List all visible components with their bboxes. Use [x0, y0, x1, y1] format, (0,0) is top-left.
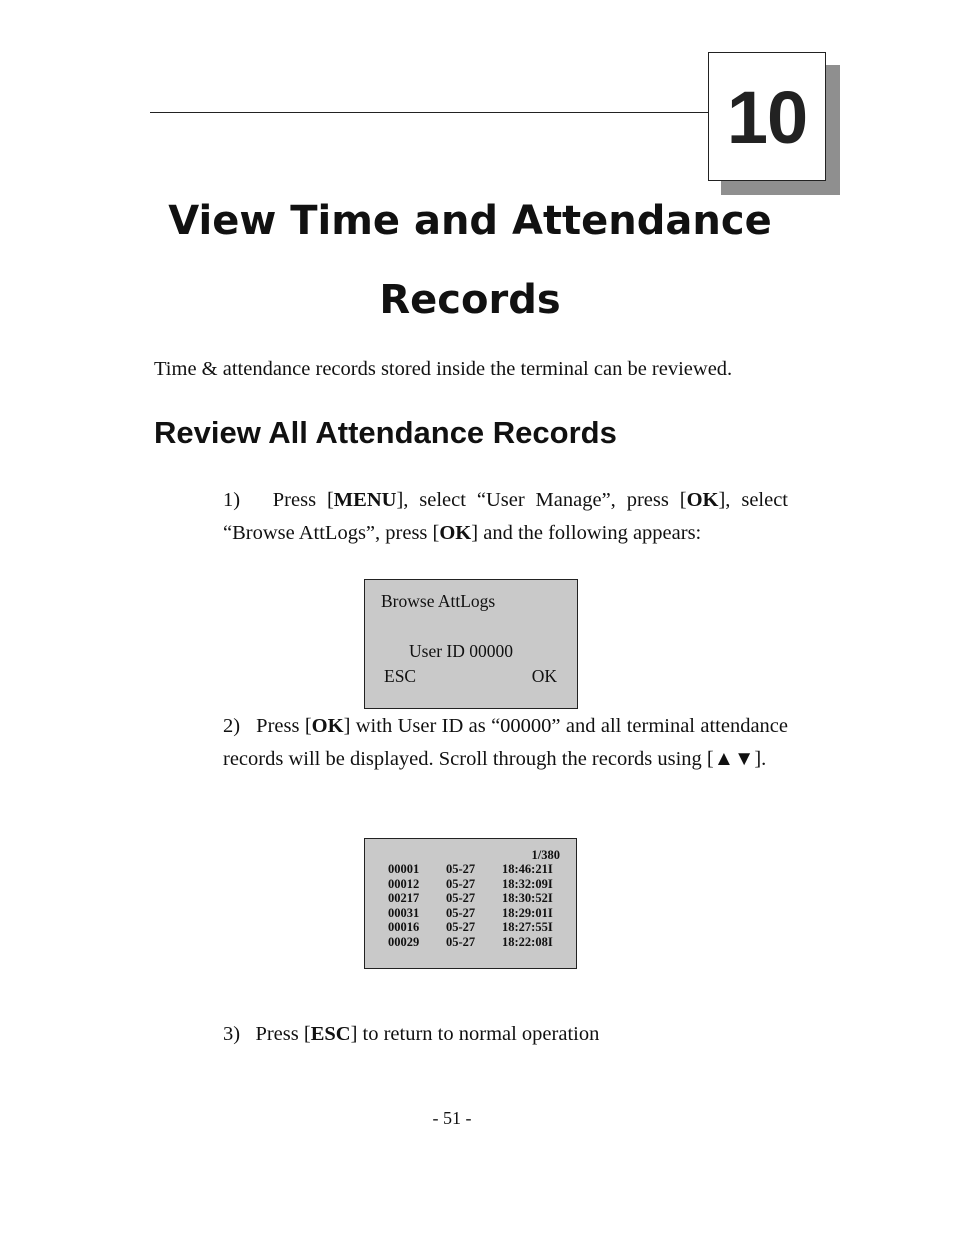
record-user-id: 00012 — [388, 876, 420, 891]
intro-paragraph: Time & attendance records stored inside the terminal can be reviewed. — [154, 358, 733, 380]
ok-key: OK — [686, 489, 719, 511]
step-1-text: Press [ — [272, 489, 334, 511]
header-rule — [150, 112, 710, 113]
ok-label: OK — [531, 666, 557, 686]
esc-key: ESC — [310, 1023, 351, 1045]
record-row — [388, 877, 572, 892]
attendance-records-screen — [364, 838, 577, 969]
record-row — [388, 920, 572, 935]
user-id-line: User ID 00000 — [409, 641, 514, 661]
step-2-text: Press [ — [256, 715, 312, 737]
record-date: 05-27 — [446, 891, 476, 905]
record-row — [388, 862, 572, 877]
step-1-text: ], select “User Manage”, press [ — [396, 489, 687, 511]
record-user-id: 00029 — [388, 934, 420, 949]
browse-attlogs-screen — [364, 579, 578, 709]
record-user-id: 00001 — [388, 862, 420, 876]
step-2-text: ] with User ID as “00000” and all terminal attendance records will be displayed. Scroll through the records using [▲▼]. — [223, 715, 789, 770]
chapter-number: 10 — [726, 75, 808, 159]
record-page-counter: 1/380 — [531, 848, 560, 862]
record-time: 18:22:08I — [502, 934, 553, 949]
page-title-line-2: Records — [379, 277, 561, 323]
ok-key: OK — [311, 715, 344, 737]
ok-key: OK — [439, 521, 472, 544]
record-row — [388, 935, 572, 950]
page-title-line-1: View Time and Attendance — [168, 198, 772, 244]
step-2 — [223, 710, 788, 775]
record-date: 05-27 — [446, 862, 476, 876]
step-1-number: 1) — [223, 489, 241, 511]
record-date: 05-27 — [446, 920, 476, 934]
record-user-id: 00031 — [388, 905, 420, 920]
record-time: 18:46:21I — [502, 862, 553, 876]
step-1-text: ] and the following appears: — [471, 521, 702, 544]
menu-key: MENU — [333, 489, 397, 511]
record-date: 05-27 — [446, 905, 476, 920]
step-1 — [223, 484, 788, 549]
record-list — [388, 862, 572, 949]
step-2-number: 2) — [223, 715, 241, 737]
step-1-text: ], select “Browse AttLogs”, press [ — [223, 489, 789, 544]
record-time: 18:29:01I — [502, 905, 553, 920]
record-row — [388, 891, 572, 906]
step-3-number: 3) — [223, 1023, 241, 1045]
chapter-number-box — [708, 52, 826, 181]
record-user-id: 00217 — [388, 891, 420, 905]
record-row — [388, 906, 572, 921]
record-time: 18:27:55I — [502, 920, 553, 934]
record-user-id: 00016 — [388, 920, 420, 934]
step-3-text: ] to return to normal operation — [350, 1023, 600, 1045]
step-3-text: Press [ — [255, 1023, 311, 1045]
record-date: 05-27 — [446, 876, 476, 891]
esc-label: ESC — [384, 666, 417, 686]
section-heading: Review All Attendance Records — [154, 415, 617, 450]
page-number: - 51 - — [432, 1108, 472, 1128]
record-time: 18:32:09I — [502, 876, 553, 891]
step-3 — [223, 1018, 788, 1051]
record-date: 05-27 — [446, 934, 476, 949]
record-time: 18:30:52I — [502, 891, 553, 905]
screen-title: Browse AttLogs — [381, 591, 496, 611]
